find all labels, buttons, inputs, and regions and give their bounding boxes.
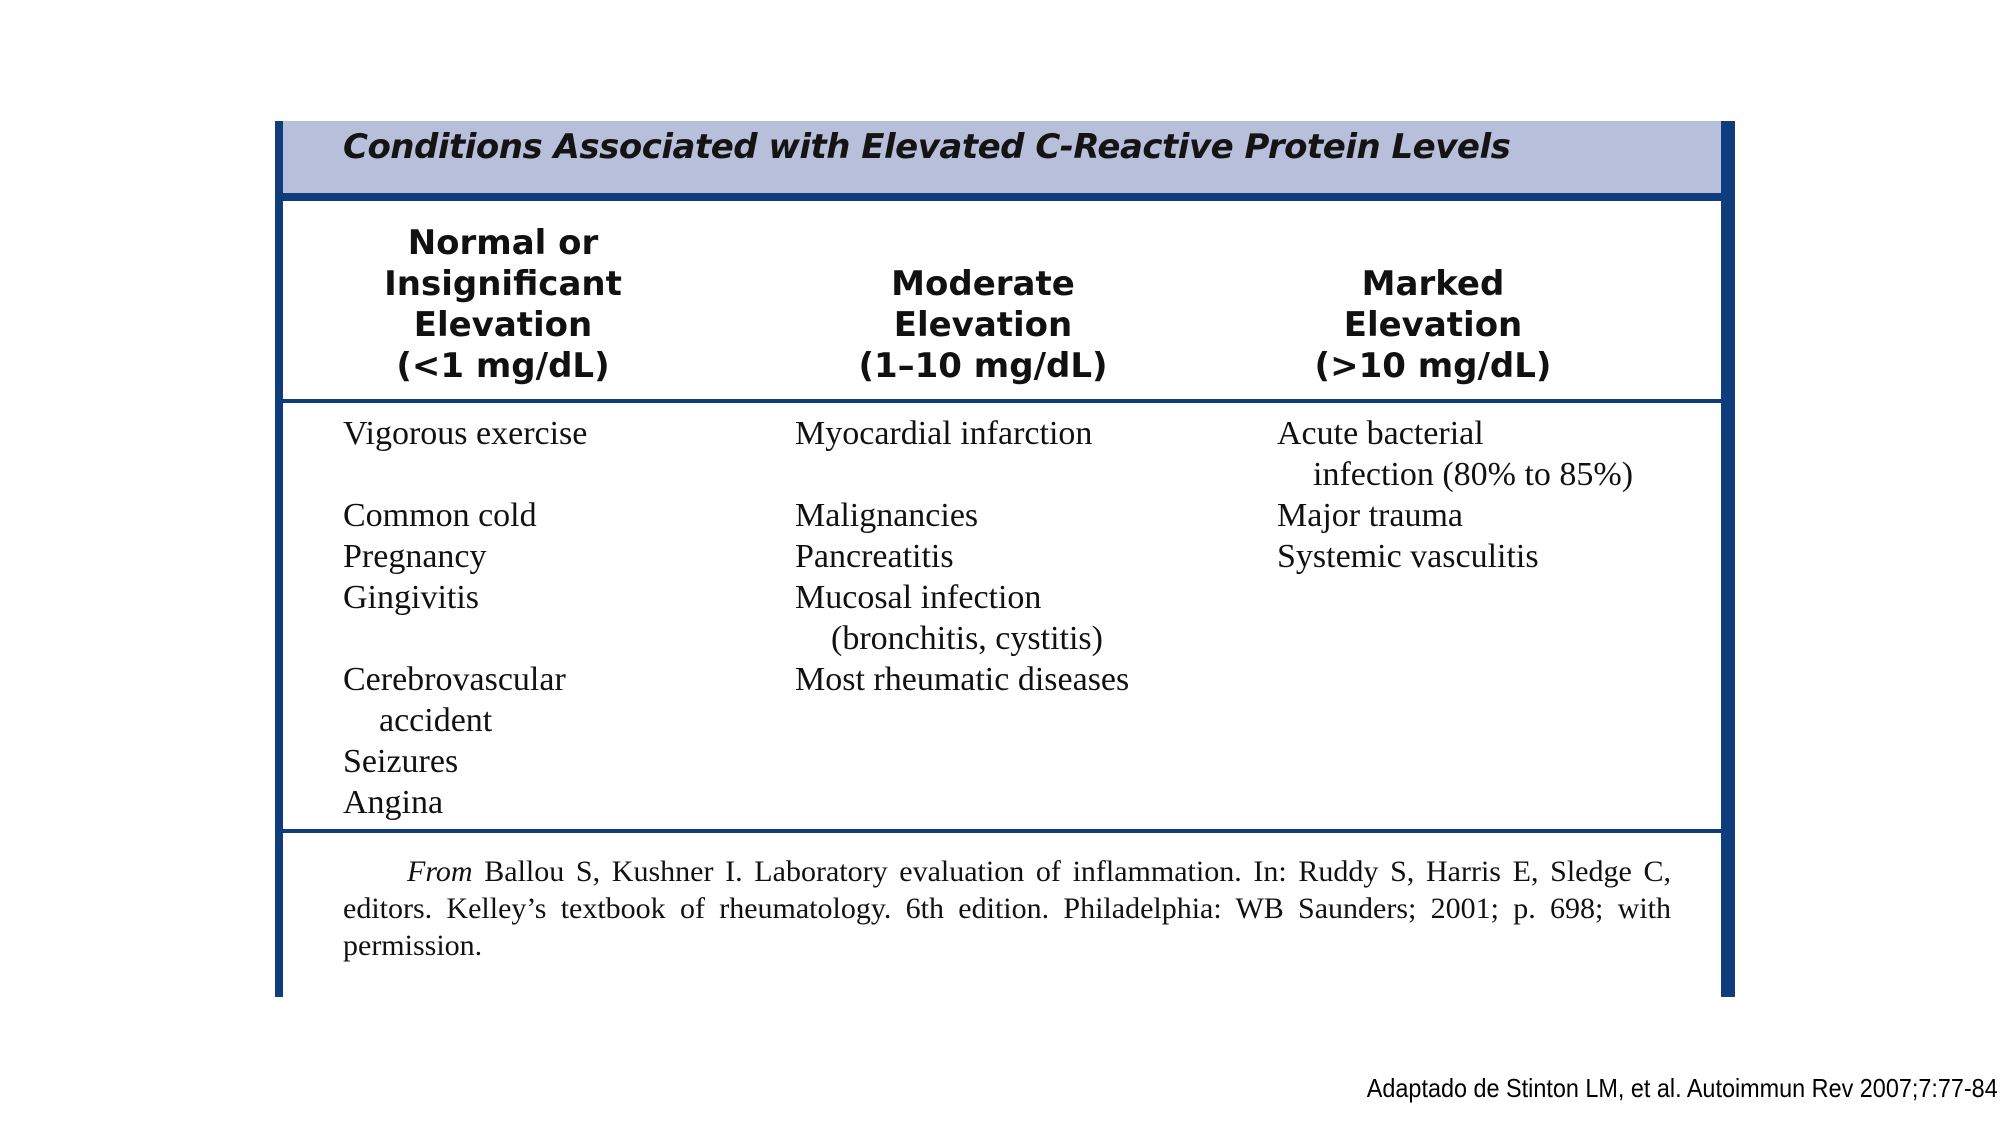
list-item <box>343 536 587 577</box>
column-list-marked <box>1277 413 1633 577</box>
header-line: Elevation <box>413 305 593 345</box>
item-text: Pancreatitis <box>795 538 954 575</box>
list-item <box>1277 413 1633 495</box>
column-header-normal <box>383 201 623 399</box>
source-citation: Adaptado de Stinton LM, et al. Autoimmun Rev 2007;7:77-84 <box>1366 1073 1998 1103</box>
table-footnote <box>343 853 1671 964</box>
header-line: Normal or <box>407 223 599 263</box>
list-item <box>795 413 1129 454</box>
item-text: Vigorous exercise <box>343 415 588 452</box>
item-text: Myocardial infarction <box>795 415 1093 452</box>
list-item <box>1277 495 1633 536</box>
item-text: Major trauma <box>1277 497 1463 534</box>
item-text: Most rheumatic diseases <box>795 661 1130 698</box>
item-text: Seizures <box>343 743 459 780</box>
list-item <box>343 577 587 618</box>
column-header-moderate <box>803 201 1163 399</box>
list-item <box>343 413 587 454</box>
list-item <box>795 659 1129 700</box>
crp-conditions-table <box>275 121 1735 997</box>
item-text-continued: accident <box>379 702 493 739</box>
footnote-from: From <box>407 855 473 888</box>
item-text: Systemic vasculitis <box>1277 538 1539 575</box>
item-text: Acute bacterial <box>1277 415 1484 452</box>
list-item <box>343 741 587 782</box>
item-text-continued: infection (80% to 85%) <box>1313 456 1634 493</box>
item-text: Common cold <box>343 497 537 534</box>
header-line: (>10 mg/dL) <box>1314 346 1552 386</box>
item-text: Gingivitis <box>343 579 480 616</box>
header-line: Moderate <box>891 264 1075 304</box>
item-text: Angina <box>343 784 444 821</box>
list-item <box>343 782 587 823</box>
header-line: Insignificant <box>384 264 622 304</box>
list-item <box>795 577 1129 659</box>
table-title: Conditions Associated with Elevated C-Reactive Protein Levels <box>343 127 1511 167</box>
column-list-normal <box>343 413 587 823</box>
footnote-text: Ballou S, Kushner I. Laboratory evaluation of inflammation. In: Ruddy S, Harris E, Sledge C, editors. Kelley’s textbook of rheumatology. 6th edition. Philadelphia: WB Saunders; 2001; p. 698; with permission. <box>343 855 1671 962</box>
item-text-continued: (bronchitis, cystitis) <box>831 620 1103 657</box>
table-title-bar <box>283 121 1721 201</box>
table-header-row <box>283 201 1721 403</box>
header-line: Elevation <box>893 305 1073 345</box>
column-list-moderate <box>795 413 1129 700</box>
item-text: Mucosal infection <box>795 579 1042 616</box>
header-line: Marked <box>1361 264 1505 304</box>
item-text: Cerebrovascular <box>343 661 566 698</box>
list-item <box>1277 536 1633 577</box>
list-item <box>343 495 587 536</box>
item-text: Pregnancy <box>343 538 487 575</box>
table-body-row <box>283 403 1721 833</box>
list-item <box>795 495 1129 536</box>
header-line: (1–10 mg/dL) <box>858 346 1108 386</box>
header-line: Elevation <box>1343 305 1523 345</box>
list-item <box>795 536 1129 577</box>
column-header-marked <box>1273 201 1593 399</box>
header-line: (<1 mg/dL) <box>396 346 610 386</box>
list-item <box>343 659 587 741</box>
item-text: Malignancies <box>795 497 979 534</box>
